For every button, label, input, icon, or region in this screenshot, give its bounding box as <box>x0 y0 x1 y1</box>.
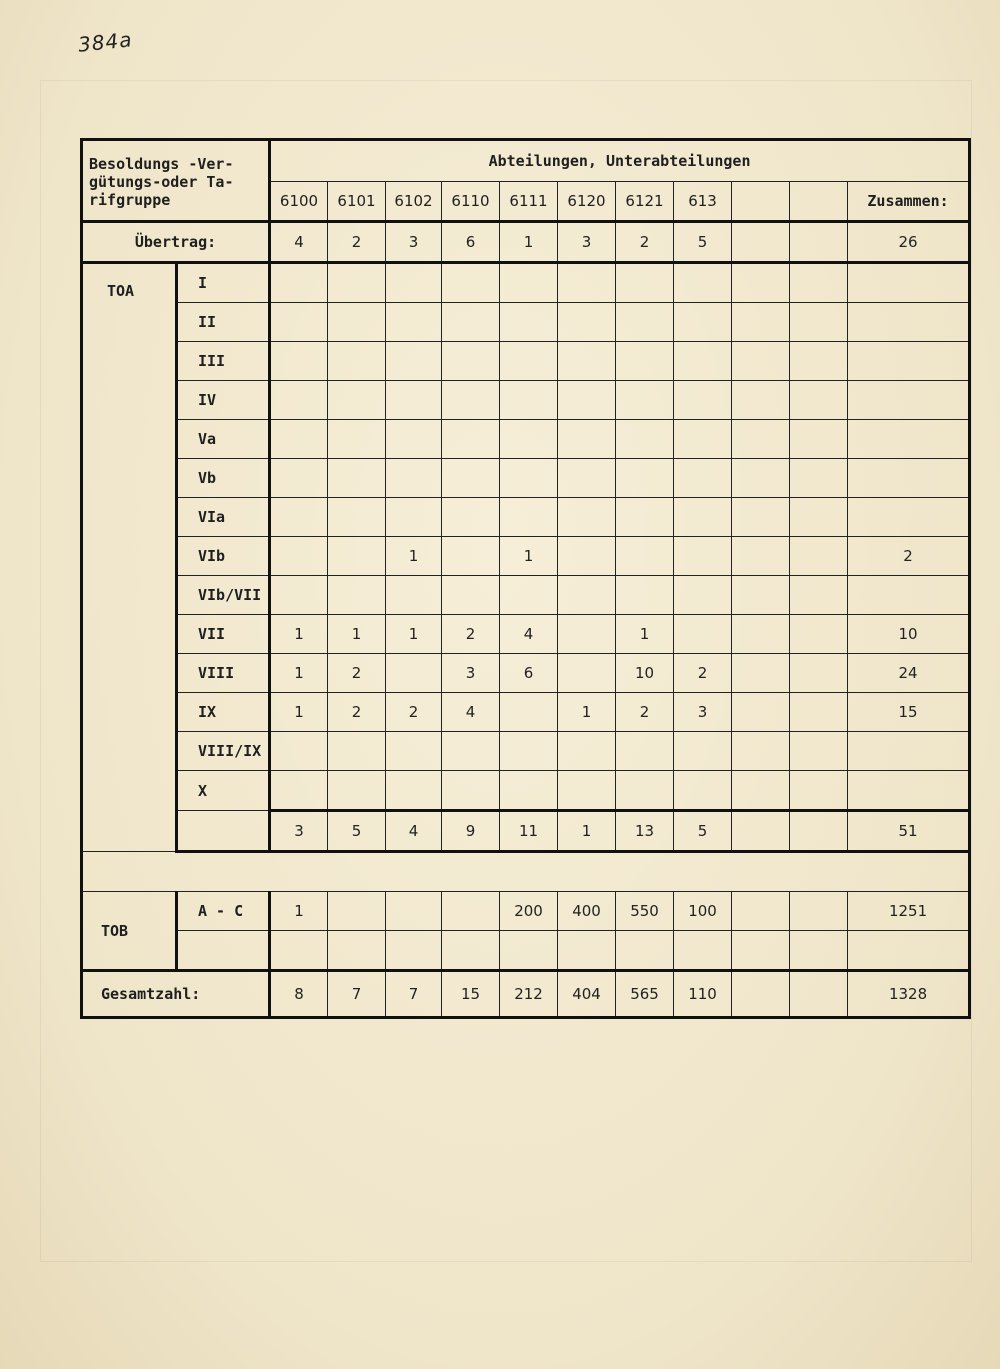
toa-cell <box>386 342 442 381</box>
uebertrag-cell: 5 <box>674 222 732 263</box>
toa-row-total <box>848 342 970 381</box>
toa-cell <box>558 263 616 303</box>
toa-cell: 1 <box>616 615 674 654</box>
toa-cell <box>500 732 558 771</box>
department-header <box>790 182 848 222</box>
toa-cell <box>558 537 616 576</box>
total-header: Zusammen: <box>848 182 970 222</box>
toa-cell <box>270 263 328 303</box>
toa-cell <box>558 771 616 811</box>
toa-row-total <box>848 420 970 459</box>
toa-cell <box>790 576 848 615</box>
toa-cell <box>790 693 848 732</box>
toa-cell <box>616 459 674 498</box>
toa-cell <box>328 576 386 615</box>
toa-cell <box>442 771 500 811</box>
uebertrag-cell: 1 <box>500 222 558 263</box>
toa-cell <box>270 732 328 771</box>
toa-row-total <box>848 263 970 303</box>
toa-cell <box>558 732 616 771</box>
grade-label: X <box>177 771 270 811</box>
toa-row <box>82 263 970 303</box>
toa-row-total <box>848 303 970 342</box>
grade-label: VII <box>177 615 270 654</box>
toa-row <box>82 732 970 771</box>
toa-cell <box>790 498 848 537</box>
tob-row <box>82 892 970 931</box>
gesamt-row <box>82 971 970 1018</box>
uebertrag-cell <box>732 222 790 263</box>
toa-cell: 1 <box>386 615 442 654</box>
toa-cell <box>328 420 386 459</box>
toa-cell: 2 <box>442 615 500 654</box>
toa-cell: 2 <box>328 693 386 732</box>
toa-cell: 1 <box>558 693 616 732</box>
toa-cell <box>790 771 848 811</box>
toa-cell <box>616 537 674 576</box>
toa-row <box>82 459 970 498</box>
toa-cell: 2 <box>328 654 386 693</box>
toa-cell <box>790 459 848 498</box>
toa-cell <box>500 498 558 537</box>
department-header: 6120 <box>558 182 616 222</box>
toa-row-total: 2 <box>848 537 970 576</box>
toa-cell <box>270 459 328 498</box>
toa-cell <box>270 771 328 811</box>
toa-cell <box>270 303 328 342</box>
toa-cell <box>674 303 732 342</box>
tob-cell: 550 <box>616 892 674 931</box>
header-row-1 <box>82 140 970 182</box>
toa-cell <box>674 576 732 615</box>
toa-cell: 1 <box>270 615 328 654</box>
toa-cell <box>732 381 790 420</box>
toa-cell <box>442 498 500 537</box>
toa-cell <box>270 576 328 615</box>
toa-cell <box>616 303 674 342</box>
toa-row <box>82 654 970 693</box>
gesamt-cell: 212 <box>500 971 558 1018</box>
toa-row-total <box>848 381 970 420</box>
uebertrag-cell: 2 <box>328 222 386 263</box>
department-header: 6100 <box>270 182 328 222</box>
toa-cell <box>500 771 558 811</box>
subtotal-cell: 9 <box>442 811 500 852</box>
toa-cell <box>386 576 442 615</box>
gesamt-label: Gesamtzahl: <box>82 971 270 1018</box>
toa-cell <box>674 342 732 381</box>
toa-cell: 1 <box>500 537 558 576</box>
toa-row-total <box>848 498 970 537</box>
toa-row <box>82 381 970 420</box>
toa-cell <box>674 459 732 498</box>
department-header: 6111 <box>500 182 558 222</box>
toa-row-total <box>848 732 970 771</box>
toa-cell <box>328 263 386 303</box>
toa-cell <box>558 303 616 342</box>
tob-cell: 200 <box>500 892 558 931</box>
subtotal-cell <box>732 811 790 852</box>
toa-cell <box>790 381 848 420</box>
toa-cell <box>270 342 328 381</box>
tob-cell <box>790 892 848 931</box>
toa-cell <box>500 381 558 420</box>
toa-row-total <box>848 459 970 498</box>
gesamt-cell: 15 <box>442 971 500 1018</box>
tob-cell: 400 <box>558 892 616 931</box>
toa-cell <box>732 263 790 303</box>
subtotal-cell <box>790 811 848 852</box>
toa-cell <box>442 537 500 576</box>
toa-cell <box>616 342 674 381</box>
toa-cell <box>732 732 790 771</box>
uebertrag-cell <box>790 222 848 263</box>
toa-cell <box>674 771 732 811</box>
toa-cell <box>270 381 328 420</box>
toa-cell <box>616 420 674 459</box>
toa-cell <box>674 420 732 459</box>
grade-label: IV <box>177 381 270 420</box>
group-header: Besoldungs -Ver- gütungs-oder Ta- rifgruppe <box>82 140 270 222</box>
toa-cell: 2 <box>386 693 442 732</box>
grade-label: VIb <box>177 537 270 576</box>
toa-cell <box>442 576 500 615</box>
toa-cell <box>442 732 500 771</box>
toa-cell <box>442 263 500 303</box>
toa-cell <box>616 732 674 771</box>
toa-cell <box>732 342 790 381</box>
tob-cell <box>386 892 442 931</box>
toa-cell <box>500 342 558 381</box>
department-header: 6101 <box>328 182 386 222</box>
toa-cell <box>674 263 732 303</box>
toa-row <box>82 576 970 615</box>
toa-cell <box>558 576 616 615</box>
toa-cell <box>328 459 386 498</box>
toa-cell <box>558 342 616 381</box>
toa-cell <box>500 263 558 303</box>
toa-cell <box>732 303 790 342</box>
spacer-row <box>82 852 970 892</box>
subtotal-total: 51 <box>848 811 970 852</box>
uebertrag-row <box>82 222 970 263</box>
grade-label: IX <box>177 693 270 732</box>
toa-row <box>82 498 970 537</box>
toa-cell <box>674 732 732 771</box>
toa-cell <box>500 420 558 459</box>
toa-row <box>82 693 970 732</box>
toa-label: TOA <box>82 263 177 852</box>
toa-row <box>82 771 970 811</box>
toa-cell <box>674 498 732 537</box>
toa-cell: 4 <box>500 615 558 654</box>
gesamt-cell: 8 <box>270 971 328 1018</box>
toa-row-total <box>848 771 970 811</box>
subtotal-cell: 5 <box>674 811 732 852</box>
toa-cell <box>558 381 616 420</box>
tob-cell <box>328 892 386 931</box>
uebertrag-cell: 4 <box>270 222 328 263</box>
toa-cell <box>386 303 442 342</box>
toa-cell <box>616 576 674 615</box>
toa-cell <box>732 459 790 498</box>
toa-cell <box>616 381 674 420</box>
toa-cell <box>790 732 848 771</box>
toa-cell <box>790 263 848 303</box>
toa-cell: 1 <box>270 693 328 732</box>
toa-cell <box>328 771 386 811</box>
toa-subtotal-row <box>82 811 970 852</box>
toa-cell <box>674 537 732 576</box>
uebertrag-cell: 2 <box>616 222 674 263</box>
toa-cell <box>732 420 790 459</box>
uebertrag-cell: 3 <box>558 222 616 263</box>
subtotal-label <box>177 811 270 852</box>
toa-row-total: 24 <box>848 654 970 693</box>
tob-cell: 1 <box>270 892 328 931</box>
toa-cell: 10 <box>616 654 674 693</box>
uebertrag-label: Übertrag: <box>82 222 270 263</box>
toa-cell: 4 <box>442 693 500 732</box>
toa-cell <box>558 654 616 693</box>
toa-cell <box>386 732 442 771</box>
gesamt-total: 1328 <box>848 971 970 1018</box>
grade-label: VIII <box>177 654 270 693</box>
toa-row <box>82 537 970 576</box>
toa-cell: 3 <box>674 693 732 732</box>
toa-cell <box>270 498 328 537</box>
toa-cell: 3 <box>442 654 500 693</box>
toa-cell <box>442 459 500 498</box>
toa-cell <box>328 537 386 576</box>
page-number: 384a <box>76 27 134 57</box>
toa-cell <box>386 459 442 498</box>
department-header: 613 <box>674 182 732 222</box>
toa-row-total <box>848 576 970 615</box>
grade-label: VIa <box>177 498 270 537</box>
toa-cell <box>558 459 616 498</box>
toa-cell <box>270 420 328 459</box>
toa-cell <box>732 576 790 615</box>
toa-cell <box>558 615 616 654</box>
toa-cell <box>616 771 674 811</box>
toa-cell: 1 <box>328 615 386 654</box>
uebertrag-cell: 6 <box>442 222 500 263</box>
toa-cell <box>386 263 442 303</box>
tob-cell: 100 <box>674 892 732 931</box>
toa-row <box>82 342 970 381</box>
grade-label: Va <box>177 420 270 459</box>
toa-row <box>82 303 970 342</box>
uebertrag-total: 26 <box>848 222 970 263</box>
toa-cell <box>500 576 558 615</box>
subtotal-cell: 1 <box>558 811 616 852</box>
gesamt-cell: 110 <box>674 971 732 1018</box>
toa-cell <box>790 654 848 693</box>
tob-empty-row <box>82 931 970 971</box>
department-header: 6121 <box>616 182 674 222</box>
toa-cell: 1 <box>270 654 328 693</box>
toa-cell <box>386 654 442 693</box>
toa-cell <box>616 498 674 537</box>
toa-cell <box>328 303 386 342</box>
tob-cell <box>732 892 790 931</box>
toa-cell <box>790 420 848 459</box>
toa-cell <box>328 732 386 771</box>
subtotal-cell: 4 <box>386 811 442 852</box>
toa-cell <box>790 342 848 381</box>
gesamt-cell: 7 <box>328 971 386 1018</box>
toa-cell <box>500 459 558 498</box>
gesamt-cell: 404 <box>558 971 616 1018</box>
toa-cell <box>790 537 848 576</box>
toa-row <box>82 420 970 459</box>
toa-cell <box>616 263 674 303</box>
toa-cell <box>386 420 442 459</box>
toa-cell <box>328 381 386 420</box>
subtotal-cell: 11 <box>500 811 558 852</box>
subtotal-cell: 3 <box>270 811 328 852</box>
toa-cell <box>442 420 500 459</box>
toa-cell <box>732 537 790 576</box>
toa-cell <box>328 342 386 381</box>
grade-label: VIII/IX <box>177 732 270 771</box>
grade-label: VIb/VII <box>177 576 270 615</box>
toa-cell <box>270 537 328 576</box>
toa-cell <box>558 498 616 537</box>
grade-label: II <box>177 303 270 342</box>
toa-cell <box>732 615 790 654</box>
columns-title: Abteilungen, Unterabteilungen <box>270 140 970 182</box>
toa-row-total: 15 <box>848 693 970 732</box>
tob-label: TOB <box>82 892 177 971</box>
department-header: 6102 <box>386 182 442 222</box>
gesamt-cell: 565 <box>616 971 674 1018</box>
toa-cell <box>386 498 442 537</box>
toa-cell: 6 <box>500 654 558 693</box>
gesamt-cell <box>790 971 848 1018</box>
toa-cell <box>732 498 790 537</box>
toa-cell <box>732 693 790 732</box>
toa-row-total: 10 <box>848 615 970 654</box>
tob-grade: A - C <box>177 892 270 931</box>
toa-cell <box>790 303 848 342</box>
subtotal-cell: 5 <box>328 811 386 852</box>
subtotal-cell: 13 <box>616 811 674 852</box>
toa-cell <box>674 381 732 420</box>
toa-row <box>82 615 970 654</box>
toa-cell: 2 <box>616 693 674 732</box>
toa-cell <box>328 498 386 537</box>
toa-cell <box>386 771 442 811</box>
personnel-table <box>80 138 971 1019</box>
toa-cell <box>790 615 848 654</box>
grade-label: I <box>177 263 270 303</box>
toa-cell: 2 <box>674 654 732 693</box>
toa-cell <box>442 381 500 420</box>
toa-cell <box>442 342 500 381</box>
grade-label: Vb <box>177 459 270 498</box>
department-header <box>732 182 790 222</box>
uebertrag-cell: 3 <box>386 222 442 263</box>
tob-cell <box>442 892 500 931</box>
gesamt-cell: 7 <box>386 971 442 1018</box>
toa-cell <box>500 693 558 732</box>
toa-cell: 1 <box>386 537 442 576</box>
department-header: 6110 <box>442 182 500 222</box>
gesamt-cell <box>732 971 790 1018</box>
toa-cell <box>732 771 790 811</box>
toa-cell <box>732 654 790 693</box>
toa-cell <box>558 420 616 459</box>
toa-cell <box>442 303 500 342</box>
toa-cell <box>674 615 732 654</box>
grade-label: III <box>177 342 270 381</box>
toa-cell <box>386 381 442 420</box>
tob-total: 1251 <box>848 892 970 931</box>
toa-cell <box>500 303 558 342</box>
